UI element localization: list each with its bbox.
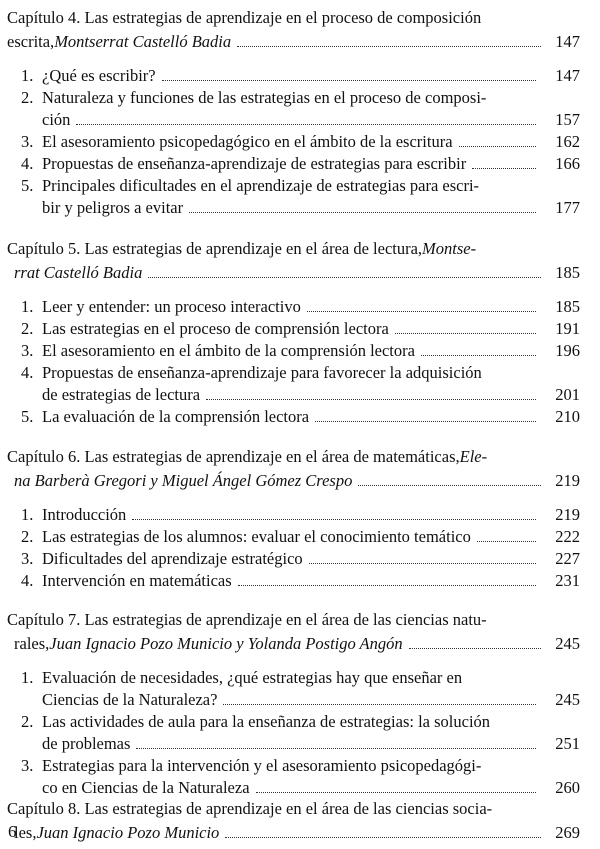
item-title: Evaluación de necesidades, ¿qué estrategias hay que enseñar en (42, 668, 463, 687)
item-number: 4. (21, 363, 34, 382)
item-title: Estrategias para la intervención y el asesoramiento psicopedagógi- (42, 756, 482, 775)
item-number: 2. (21, 712, 34, 731)
dot-leader (477, 541, 536, 542)
item-title: de problemas (42, 734, 131, 753)
dot-leader (309, 563, 536, 564)
item-number: 2. (21, 527, 34, 546)
chapter-title-line: Capítulo 4. Las estrategias de aprendizaje en el proceso de composición (7, 8, 482, 27)
item-number: 1. (21, 66, 34, 85)
item-title: El asesoramiento psicopedagógico en el ámbito de la escritura (42, 132, 453, 151)
chapter-author: Juan Ignacio Pozo Municio (36, 823, 220, 842)
chapter-title (7, 6, 547, 54)
page-number: 6 (8, 822, 17, 841)
chapter-title-line: Capítulo 7. Las estrategias de aprendizaje en el área de las ciencias natu- (7, 610, 487, 629)
item-page-number: 196 (555, 341, 580, 360)
chapter-title-line: escrita, Montserrat Castelló Badia (7, 30, 547, 54)
dot-leader (223, 704, 536, 705)
item-page-number: 219 (555, 505, 580, 524)
item-title: Intervención en matemáticas (42, 571, 232, 590)
item-page-number: 162 (555, 132, 580, 151)
item-title: La evaluación de la comprensión lectora (42, 407, 310, 426)
item-page-number: 157 (555, 110, 580, 129)
item-title: Principales dificultades en el aprendizaje de estrategias para escri- (42, 176, 480, 195)
item-title: bir y peligros a evitar (42, 198, 184, 217)
item-number: 4. (21, 571, 34, 590)
item-title: ción (42, 110, 71, 129)
chapter-title-line: rales, Juan Ignacio Pozo Municio y Yolanda Postigo Angón (7, 632, 547, 656)
item-number: 2. (21, 88, 34, 107)
item-number: 5. (21, 176, 34, 195)
item-page-number: 185 (555, 297, 580, 316)
item-title: Ciencias de la Naturaleza? (42, 690, 218, 709)
dot-leader (132, 519, 536, 520)
item-title: Leer y entender: un proceso interactivo (42, 297, 301, 316)
dot-leader (238, 585, 536, 586)
item-title: Las estrategias de los alumnos: evaluar el conocimiento temático (42, 527, 471, 546)
item-title: ¿Qué es escribir? (42, 66, 156, 85)
dot-leader (421, 355, 536, 356)
chapter-page-number: 219 (555, 471, 580, 490)
item-page-number: 147 (555, 66, 580, 85)
item-number: 3. (21, 756, 34, 775)
chapter-title (7, 797, 547, 845)
chapter-title-line: Capítulo 6. Las estrategias de aprendizaje en el área de matemáticas, Ele- (7, 445, 547, 469)
chapter-page-number: 185 (555, 263, 580, 282)
chapter-title-line (7, 469, 547, 493)
chapter-title-line: Capítulo 5. Las estrategias de aprendizaje en el área de lectura, Montse- (7, 237, 547, 261)
item-number: 4. (21, 154, 34, 173)
item-number: 1. (21, 297, 34, 316)
item-title: El asesoramiento en el ámbito de la comprensión lectora (42, 341, 415, 360)
chapter-title-line: les, Juan Ignacio Pozo Municio (7, 821, 547, 845)
chapter-author: rrat Castelló Badia (14, 263, 143, 282)
item-page-number: 227 (555, 549, 580, 568)
item-title: de estrategias de lectura (42, 385, 201, 404)
item-number: 3. (21, 132, 34, 151)
chapter-author: Ele- (459, 447, 488, 466)
item-title: Dificultades del aprendizaje estratégico (42, 549, 303, 568)
dot-leader (225, 837, 541, 838)
item-page-number: 177 (555, 198, 580, 217)
item-title: Propuestas de enseñanza-aprendizaje para favorecer la adquisición (42, 363, 482, 382)
item-page-number: 231 (555, 571, 580, 590)
item-number: 3. (21, 549, 34, 568)
item-page-number: 201 (555, 385, 580, 404)
item-title: Introducción (42, 505, 127, 524)
dot-leader (162, 80, 536, 81)
chapter-page-number: 147 (555, 32, 580, 51)
chapter-title (7, 237, 547, 285)
dot-leader (358, 485, 541, 486)
item-page-number: 251 (555, 734, 580, 753)
item-number: 3. (21, 341, 34, 360)
item-title: Propuestas de enseñanza-aprendizaje de estrategias para escribir (42, 154, 467, 173)
dot-leader (76, 124, 536, 125)
item-page-number: 191 (555, 319, 580, 338)
dot-leader (206, 399, 536, 400)
chapter-title (7, 608, 547, 656)
dot-leader (307, 311, 536, 312)
dot-leader (256, 792, 536, 793)
item-title: Las estrategias en el proceso de comprensión lectora (42, 319, 389, 338)
dot-leader (148, 277, 541, 278)
chapter-author: Montserrat Castelló Badia (54, 32, 232, 51)
item-page-number: 210 (555, 407, 580, 426)
chapter-page-number: 245 (555, 634, 580, 653)
item-page-number: 260 (555, 778, 580, 797)
item-page-number: 245 (555, 690, 580, 709)
item-page-number: 222 (555, 527, 580, 546)
chapter-author: Juan Ignacio Pozo Municio y Yolanda Postigo Angón (49, 634, 403, 653)
dot-leader (189, 212, 536, 213)
dot-leader (409, 648, 541, 649)
item-number: 5. (21, 407, 34, 426)
chapter-author: Montse- (422, 239, 477, 258)
chapter-title (7, 445, 547, 493)
dot-leader (395, 333, 536, 334)
item-number: 2. (21, 319, 34, 338)
chapter-author: na Barberà Gregori y Miguel Ángel Gómez Crespo (14, 471, 353, 490)
dot-leader (237, 46, 541, 47)
item-number: 1. (21, 668, 34, 687)
item-title: co en Ciencias de la Naturaleza (42, 778, 250, 797)
chapter-title-line (7, 261, 547, 285)
chapter-title-line: Capítulo 8. Las estrategias de aprendizaje en el área de las ciencias socia- (7, 799, 493, 818)
dot-leader (459, 146, 536, 147)
dot-leader (136, 748, 536, 749)
chapter-page-number: 269 (555, 823, 580, 842)
item-title: Las actividades de aula para la enseñanza de estrategias: la solución (42, 712, 491, 731)
item-page-number: 166 (555, 154, 580, 173)
item-number: 1. (21, 505, 34, 524)
item-title: Naturaleza y funciones de las estrategias en el proceso de composi- (42, 88, 487, 107)
dot-leader (315, 421, 536, 422)
dot-leader (472, 168, 536, 169)
